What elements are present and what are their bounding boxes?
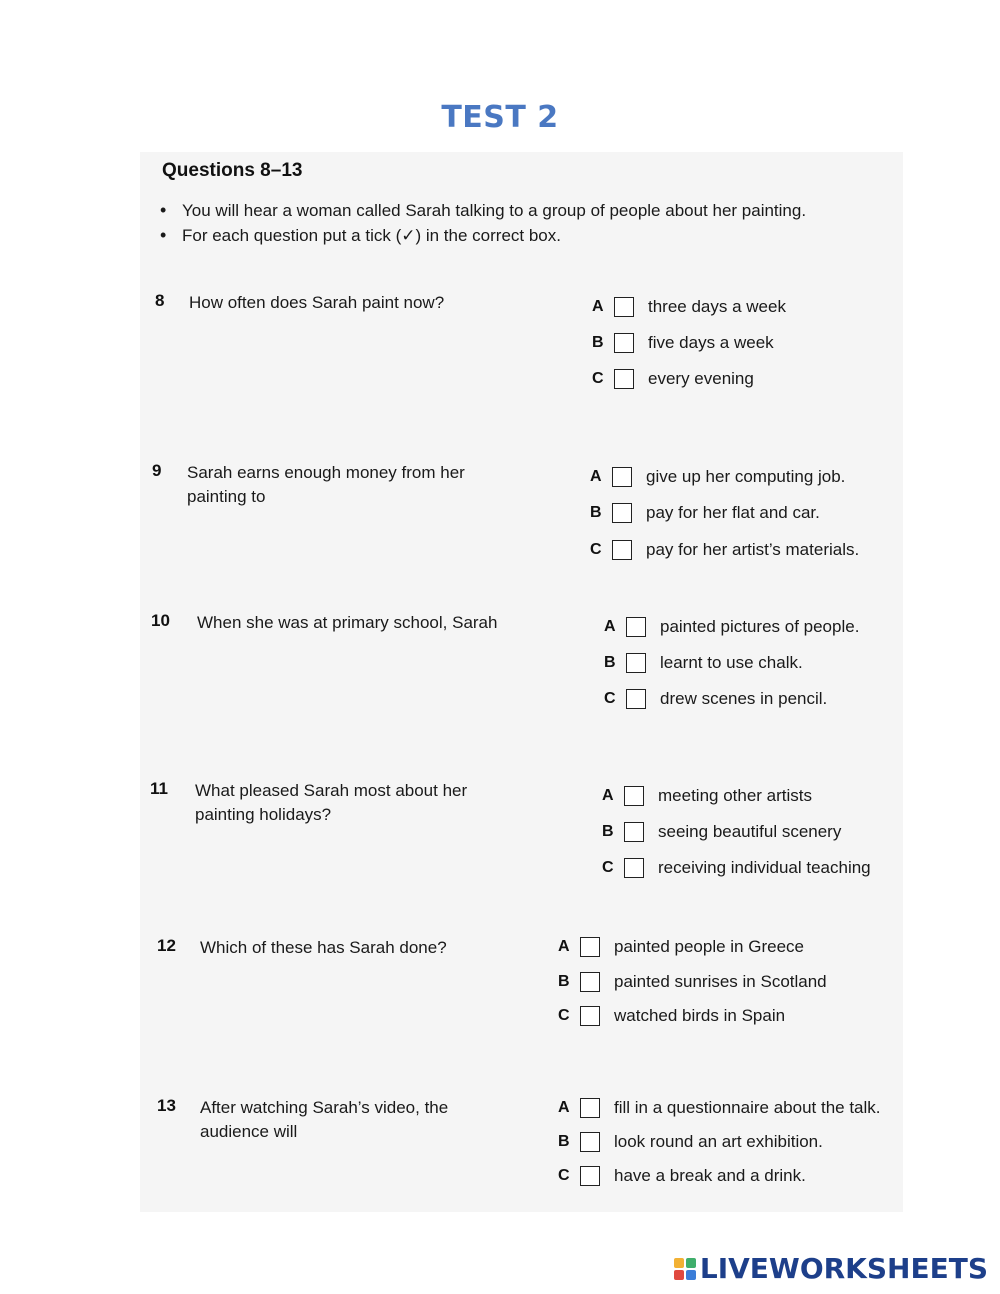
option-b[interactable] [592,331,774,355]
option-letter: A [558,1099,570,1116]
option-text: look round an art exhibition. [614,1132,823,1151]
logo-square [674,1258,684,1268]
answer-checkbox[interactable] [580,1132,600,1152]
option-letter: B [592,334,604,351]
question-text: How often does Sarah paint now? [189,293,445,312]
option-letter: C [558,1167,570,1184]
option-letter: A [590,468,602,485]
option-letter: A [558,938,570,955]
answer-checkbox[interactable] [580,937,600,957]
liveworksheets-logo-icon [674,1258,696,1280]
option-letter: A [604,618,616,635]
liveworksheets-brand[interactable] [674,1252,988,1285]
option-text: painted sunrises in Scotland [614,972,827,991]
question-text: When she was at primary school, Sarah [197,613,498,632]
option-letter: B [558,973,570,990]
option-letter: B [602,823,614,840]
option-letter: C [558,1007,570,1024]
option-b[interactable] [558,1130,823,1154]
option-c[interactable] [590,538,859,562]
option-c[interactable] [558,1004,785,1028]
answer-checkbox[interactable] [624,858,644,878]
option-letter: A [602,787,614,804]
option-b[interactable] [602,820,841,844]
answer-checkbox[interactable] [626,617,646,637]
option-c[interactable] [602,856,871,880]
option-text: pay for her flat and car. [646,503,820,522]
option-text: meeting other artists [658,786,813,805]
question-text: What pleased Sarah most about her painting holidays? [195,781,468,824]
answer-checkbox[interactable] [612,540,632,560]
option-text: watched birds in Spain [614,1006,786,1025]
answer-checkbox[interactable] [626,653,646,673]
instructions-list [160,198,806,248]
option-a[interactable] [604,615,859,639]
answer-checkbox[interactable] [624,822,644,842]
answer-checkbox[interactable] [612,503,632,523]
logo-square [686,1270,696,1280]
brand-name: LIVEWORKSHEETS [699,1252,988,1285]
option-text: painted pictures of people. [660,617,860,636]
answer-checkbox[interactable] [580,1006,600,1026]
question-number: 12 [157,936,176,955]
option-text: receiving individual teaching [658,858,871,877]
answer-checkbox[interactable] [614,297,634,317]
questions-heading: Questions 8–13 [162,160,303,181]
option-a[interactable] [592,295,786,319]
page-title: TEST 2 [441,100,559,135]
option-letter: C [590,541,602,558]
option-text: every evening [648,369,754,388]
option-c[interactable] [592,367,754,391]
answer-checkbox[interactable] [580,1098,600,1118]
option-a[interactable] [558,1096,881,1120]
instruction-item: • For each question put a tick (✓) in the correct box. [160,223,806,248]
option-text: drew scenes in pencil. [660,689,828,708]
question-text: After watching Sarah’s video, the audience will [200,1098,449,1141]
logo-square [674,1270,684,1280]
option-text: painted people in Greece [614,937,804,956]
option-text: five days a week [648,333,774,352]
option-text: three days a week [648,297,786,316]
option-a[interactable] [590,465,845,489]
question-number: 9 [152,461,162,480]
option-text: give up her computing job. [646,467,846,486]
option-b[interactable] [590,501,820,525]
option-letter: C [602,859,614,876]
instruction-item: • You will hear a woman called Sarah talking to a group of people about her painting. [160,198,806,223]
option-letter: B [558,1133,570,1150]
question-number: 13 [157,1096,176,1115]
question-text: Which of these has Sarah done? [200,938,447,957]
option-text: learnt to use chalk. [660,653,803,672]
answer-checkbox[interactable] [612,467,632,487]
question-number: 10 [151,611,170,630]
answer-checkbox[interactable] [626,689,646,709]
question-number: 11 [150,779,168,798]
option-text: have a break and a drink. [614,1166,806,1185]
question-text: Sarah earns enough money from her painting to [187,463,465,506]
answer-checkbox[interactable] [614,333,634,353]
option-c[interactable] [604,687,827,711]
option-b[interactable] [558,970,827,994]
option-b[interactable] [604,651,803,675]
answer-checkbox[interactable] [614,369,634,389]
answer-checkbox[interactable] [580,1166,600,1186]
option-text: seeing beautiful scenery [658,822,842,841]
option-letter: C [592,370,604,387]
option-text: fill in a questionnaire about the talk. [614,1098,881,1117]
answer-checkbox[interactable] [624,786,644,806]
option-c[interactable] [558,1164,806,1188]
logo-square [686,1258,696,1268]
option-a[interactable] [558,935,804,959]
option-letter: C [604,690,616,707]
option-letter: B [590,504,602,521]
option-letter: A [592,298,604,315]
option-letter: B [604,654,616,671]
question-number: 8 [155,291,165,310]
answer-checkbox[interactable] [580,972,600,992]
option-a[interactable] [602,784,812,808]
option-text: pay for her artist’s materials. [646,540,860,559]
